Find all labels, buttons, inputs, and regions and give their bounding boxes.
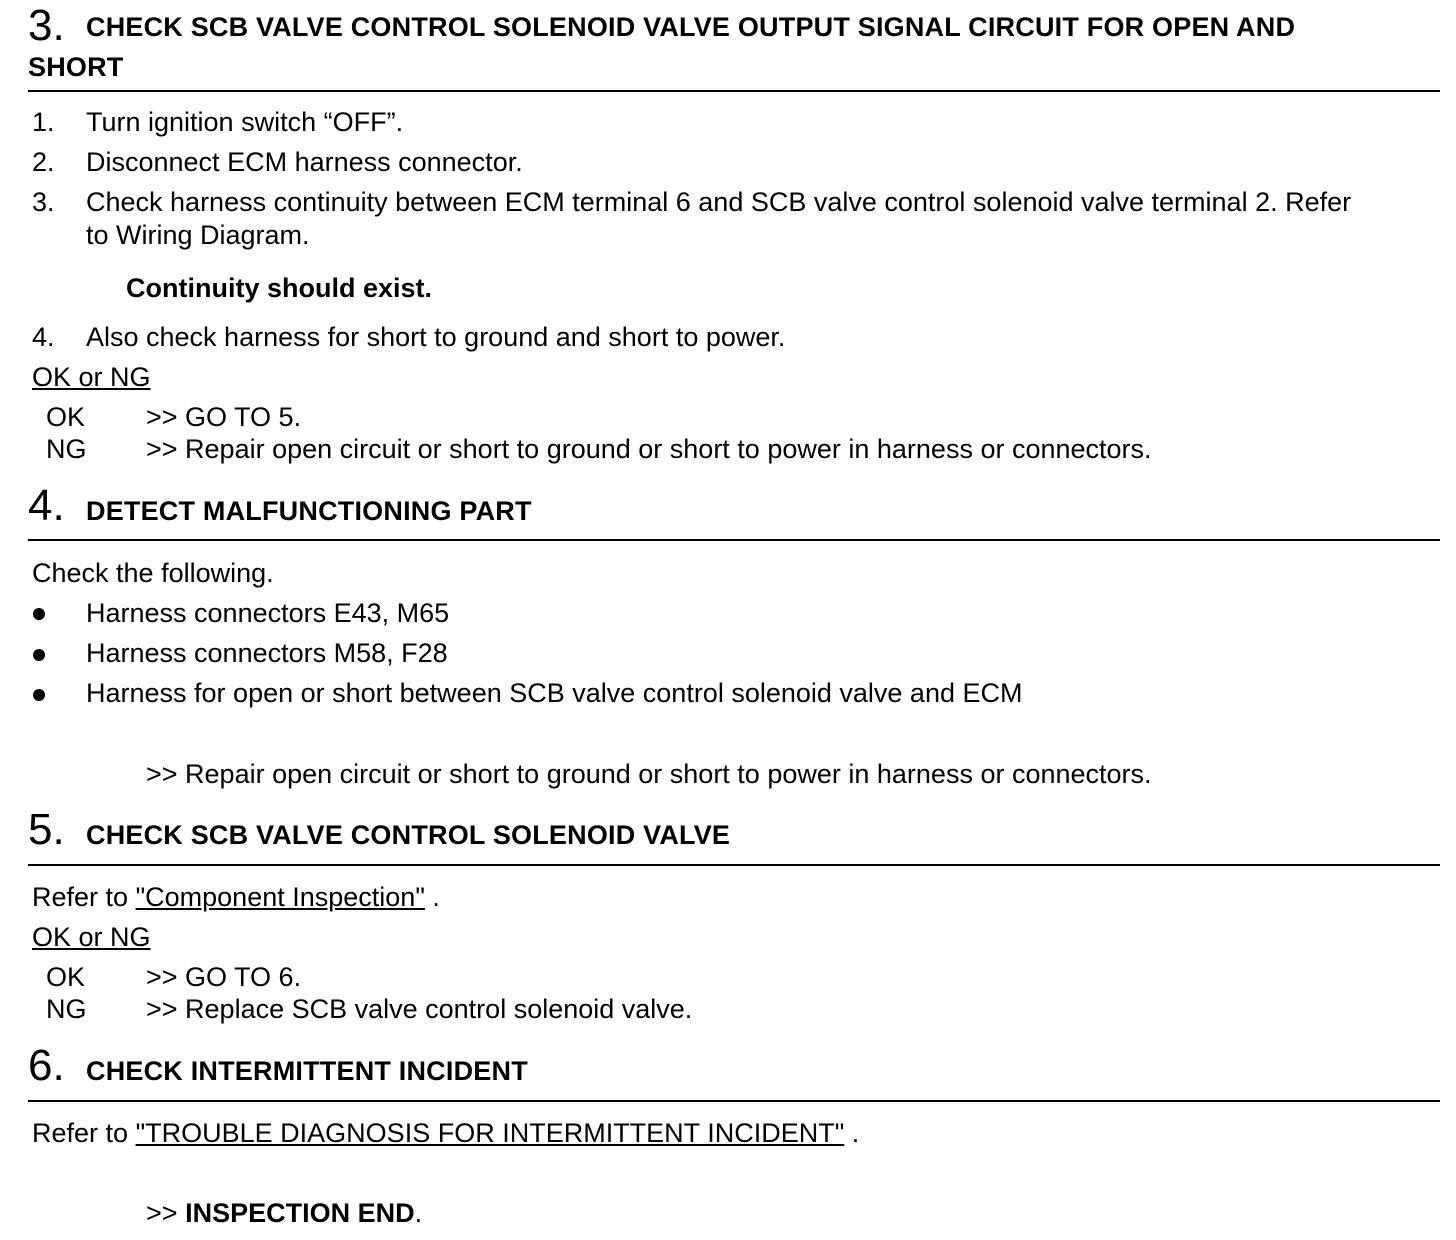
section-3-title-line1: CHECK SCB VALVE CONTROL SOLENOID VALVE OUTPUT SIGNAL CIRCUIT FOR OPEN AND: [86, 12, 1296, 42]
section-6-divider: [28, 1100, 1440, 1102]
section-5-divider: [28, 864, 1440, 866]
result-text-ok: >> GO TO 5.: [146, 402, 302, 432]
refer-line: [32, 881, 440, 913]
inspection-end: [146, 1197, 422, 1229]
step-text: Turn ignition switch “OFF”.: [86, 107, 404, 137]
check-item: Harness connectors M58, F28: [86, 638, 448, 668]
refer-prefix: Refer to: [32, 1118, 129, 1148]
section-5-number: 5.: [28, 805, 65, 854]
result-key-ok: OK: [46, 962, 86, 992]
refer-suffix: .: [851, 1118, 860, 1148]
result-text-ok: >> GO TO 6.: [146, 962, 302, 992]
section-4-result: >> Repair open circuit or short to ground or short to power in harness or connectors.: [146, 759, 1152, 789]
inspection-end-arrow: >>: [146, 1198, 178, 1228]
section-6-number: 6.: [28, 1041, 65, 1090]
step-number: 3.: [32, 187, 55, 217]
step-number: 2.: [32, 147, 55, 177]
bullet-icon: [33, 689, 45, 701]
section-3-divider: [28, 90, 1440, 92]
section-6-title: CHECK INTERMITTENT INCIDENT: [86, 1056, 528, 1086]
result-text-ng: >> Replace SCB valve control solenoid valve.: [146, 994, 693, 1024]
section-4-number: 4.: [28, 481, 65, 530]
section-3-title-line2: SHORT: [28, 52, 124, 82]
intermittent-incident-link[interactable]: "TROUBLE DIAGNOSIS FOR INTERMITTENT INCIDENT": [135, 1118, 845, 1148]
section-3-number: 3.: [28, 1, 65, 50]
step-text: Check harness continuity between ECM terminal 6 and SCB valve control solenoid valve terminal 2. Refer: [86, 187, 1352, 217]
inspection-end-text: INSPECTION END: [185, 1198, 415, 1228]
step-text-continued: to Wiring Diagram.: [86, 220, 310, 250]
step-number: 4.: [32, 322, 55, 352]
check-item: Harness connectors E43, M65: [86, 598, 450, 628]
result-key-ng: NG: [46, 434, 87, 464]
result-key-ok: OK: [46, 402, 86, 432]
ok-or-ng-label: OK or NG: [32, 362, 151, 392]
inspection-end-period: .: [414, 1198, 423, 1228]
check-item: Harness for open or short between SCB valve control solenoid valve and ECM: [86, 678, 1023, 708]
section-4-divider: [28, 539, 1440, 541]
refer-line: [32, 1117, 859, 1149]
continuity-note: Continuity should exist.: [126, 273, 433, 303]
component-inspection-link[interactable]: "Component Inspection": [135, 882, 425, 912]
bullet-icon: [33, 649, 45, 661]
check-following-intro: Check the following.: [32, 558, 274, 588]
step-text: Disconnect ECM harness connector.: [86, 147, 523, 177]
result-key-ng: NG: [46, 994, 87, 1024]
result-text-ng: >> Repair open circuit or short to ground or short to power in harness or connectors.: [146, 434, 1152, 464]
refer-prefix: Refer to: [32, 882, 129, 912]
bullet-icon: [33, 608, 45, 620]
section-5-title: CHECK SCB VALVE CONTROL SOLENOID VALVE: [86, 820, 731, 850]
step-number: 1.: [32, 107, 55, 137]
section-4-title: DETECT MALFUNCTIONING PART: [86, 496, 532, 526]
refer-suffix: .: [432, 882, 440, 912]
ok-or-ng-label: OK or NG: [32, 922, 151, 952]
step-text: Also check harness for short to ground and short to power.: [86, 322, 786, 352]
